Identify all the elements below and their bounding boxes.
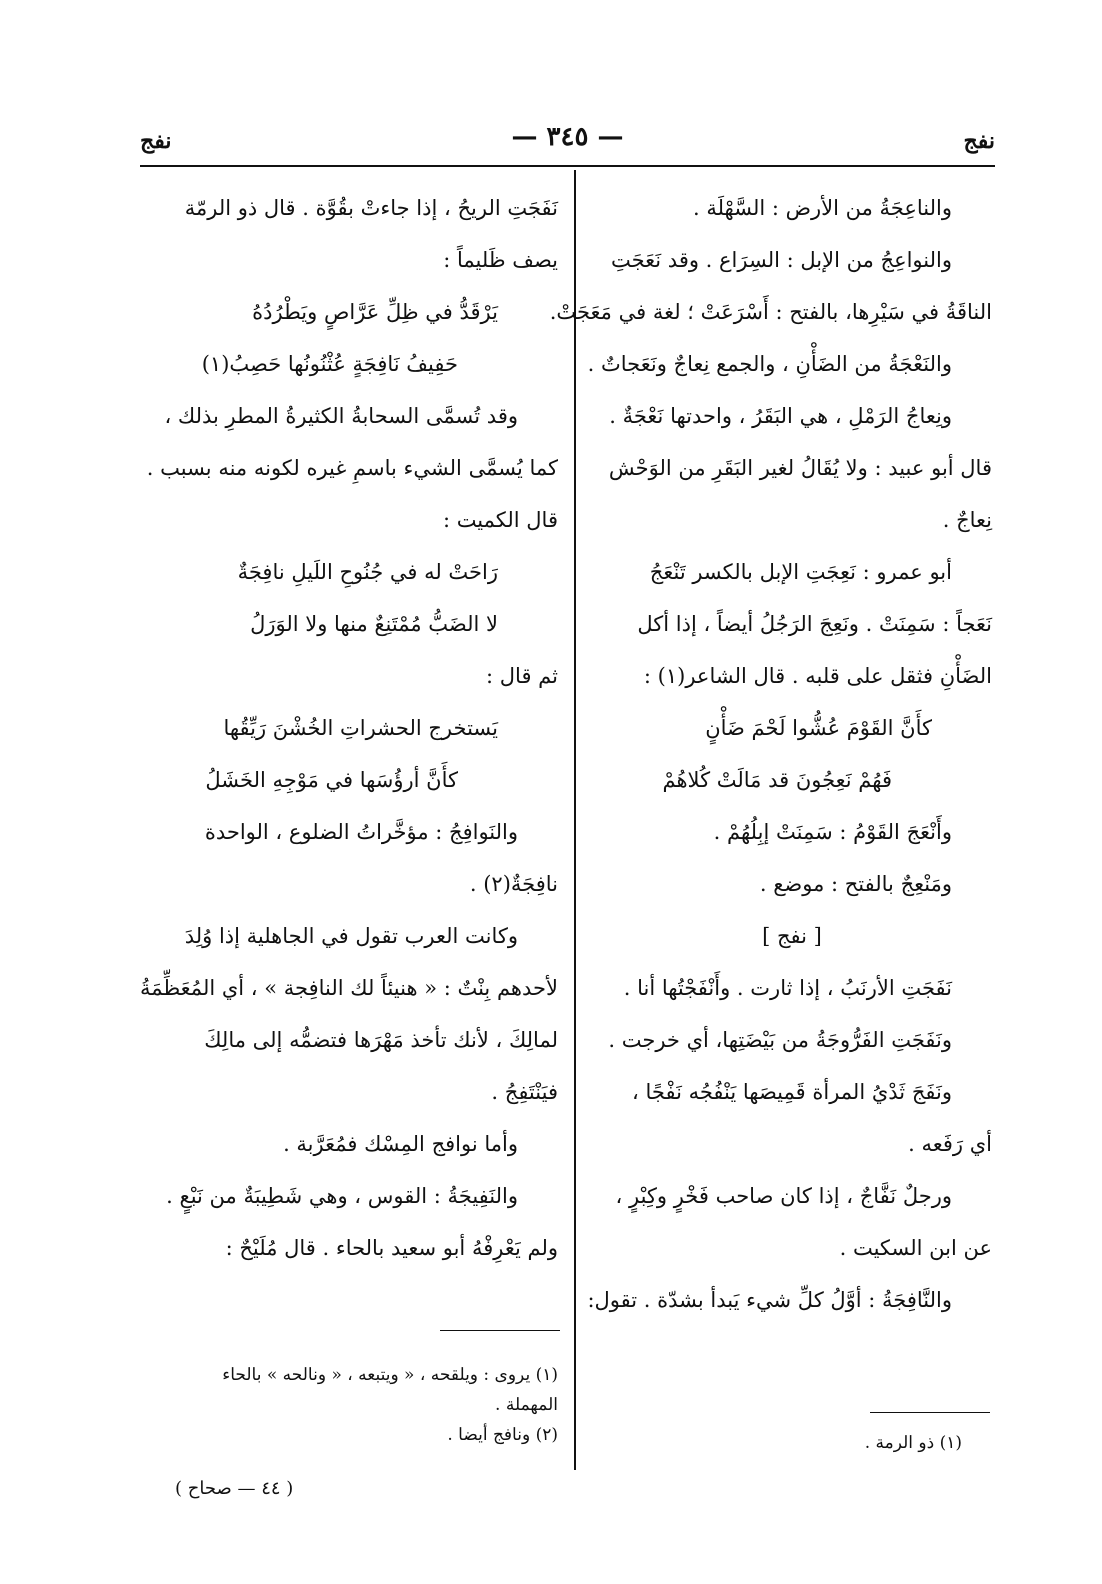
text-line: يصف ظَليماً : [443,248,558,272]
text-line: ولم يَعْرِفْهُ أبو سعيد بالحاء . قال مُلَيْحٌ : [225,1236,558,1260]
text-line: لأحدهم بِنْتٌ : « هنيئاً لك النافِجة » ، أي المُعَظِّمَةُ [140,976,558,1000]
text-line: والناعِجَةُ من الأرض : السَّهْلَة . [692,196,952,220]
text-line: الناقَةُ في سَيْرِها، بالفتح : أَسْرَعَتْ ؛ لغة في مَعَجَتْ. [549,300,992,324]
text-line: ثم قال : [486,664,558,688]
verse-line: لا الضَبُّ مُمْتَنِعٌ منها ولا الوَرَلُ [250,612,498,636]
footnote-line: (٢) ونافج أيضا . [447,1425,558,1445]
text-line: نِعاجٌ . [942,508,992,532]
text-line: قال أبو عبيد : ولا يُقَالُ لغير البَقَرِ من الوَحْش [608,456,992,480]
text-line: لمالِكَ ، لأنك تأخذ مَهْرَها فتضمُّه إلى مالِكَ [204,1028,558,1052]
footnote-line: المهملة . [495,1395,558,1415]
text-line: وقد تُسمَّى السحابةُ الكثيرةُ المطرِ بذلك ، [164,404,518,428]
text-line: فيَنْتَفِجُ . [491,1080,558,1104]
text-line: قال الكميت : [442,508,558,532]
text-line: والنَفِيجَةُ : القوس ، وهي شَطِيبَةٌ من نَبْعٍ . [166,1184,518,1208]
running-headword-left: نفج [140,128,172,154]
footnote-rule-left [440,1330,560,1331]
verse-line: كأَنَّ أرؤُسَها في مَوْجِهِ الخَشَلُ [205,768,458,792]
text-line: وأَنْعَجَ القَوْمُ : سَمِنَتْ إبِلُهُمْ . [713,820,952,844]
footnote-rule-right [870,1412,990,1413]
text-line: كما يُسمَّى الشيء باسمِ غيره لكونه منه بسبب . [146,456,558,480]
text-line: أي رَفَعه . [908,1132,992,1156]
right-column [549,182,992,1326]
page-number: — ٣٤٥ — [511,122,624,152]
footnote-line: (١) ذو الرمة . [864,1433,962,1453]
verse-line: حَفِيفُ نَافِجَةٍ عُثْنُونُها حَصِبُ(١) [201,352,458,376]
footnotes-left [140,1360,558,1450]
text-line: نافِجَةٌ(٢) . [469,872,558,896]
running-headword-right: نفج [963,128,995,154]
column-divider [574,170,576,1470]
signature-mark: ( ٤٤ — صحاح ) [175,1478,294,1499]
text-line: والنَّافِجَةُ : أوَّلُ كلِّ شيء يَبدأ بشدّة . تقول: [587,1288,952,1312]
text-line: والنَوافِجُ : مؤخَّراتُ الضلوع ، الواحدة [204,820,518,844]
footnotes-right [592,1428,962,1458]
text-line: ومَنْعِجٌ بالفتح : موضع . [759,872,952,896]
verse-line: فَهُمْ نَعِجُونَ قد مَالَتْ كُلاهُمْ [662,768,892,792]
verse-line: يَستخرج الحشراتِ الخُشْنَ رَيِّقُها [223,716,498,740]
text-line: وأما نوافج المِسْك فمُعَرَّبة . [283,1132,518,1156]
text-line: وكانت العرب تقول في الجاهلية إذا وُلِدَ [184,924,518,948]
text-line: ونَفَجَ ثَدْيُ المرأة قَمِيصَها يَنْفُجُه نَفْجًا ، [632,1080,952,1104]
verse-line: رَاحَتْ له في جُنُوحِ اللَيلِ نافِجَةٌ [237,560,498,584]
text-line: نَفَجَتِ الريحُ ، إذا جاءتْ بقُوَّة . قال ذو الرمّة [184,196,558,220]
text-line: والنواعِجُ من الإبل : السِرَاع . وقد نَعَجَتِ [610,248,952,272]
text-line: نَعَجاً : سَمِنَتْ . ونَعِجَ الرَجُلُ أيضاً ، إذا أكل [637,612,992,636]
text-line: أبو عمرو : نَعِجَتِ الإبل بالكسر تَنْعَجُ [649,560,952,584]
text-line: والنَعْجَةُ من الضَأْنِ ، والجمع نِعاجٌ ونَعَجاتٌ . [587,352,952,376]
text-line: نَفَجَتِ الأرنَبُ ، إذا ثارت . وأَنْفَجْتُها أنا . [623,976,952,1000]
left-column [140,182,558,1274]
header-rule [140,165,995,167]
text-line: ورجلٌ نَفَّاجٌ ، إذا كان صاحب فَخْرٍ وكِبْرٍ ، [615,1184,952,1208]
text-line: ونَفَجَتِ الفَرُّوجَةُ من بَيْضَتِها، أي خرجت . [608,1028,952,1052]
text-line: عن ابن السكيت . [839,1236,992,1260]
text-line: ونِعاجُ الرَمْلِ ، هي البَقَرُ ، واحدتها نَعْجَةٌ . [609,404,952,428]
verse-line: يَرْقَدُّ في ظِلِّ عَرَّاصٍ ويَطْرُدُهُ [252,300,498,324]
verse-line: كأَنَّ القَوْمَ عُشُّوا لَحْمَ ضَأْنٍ [705,716,932,740]
entry-heading: [ نفج ] [762,924,822,948]
footnote-line: (١) يروى : ويلقحه ، « ويتبعه ، « ونالحه » بالحاء [222,1365,558,1385]
text-line: الضَأْنِ فثقل على قلبه . قال الشاعر(١) : [643,664,992,688]
page-header [140,122,995,162]
